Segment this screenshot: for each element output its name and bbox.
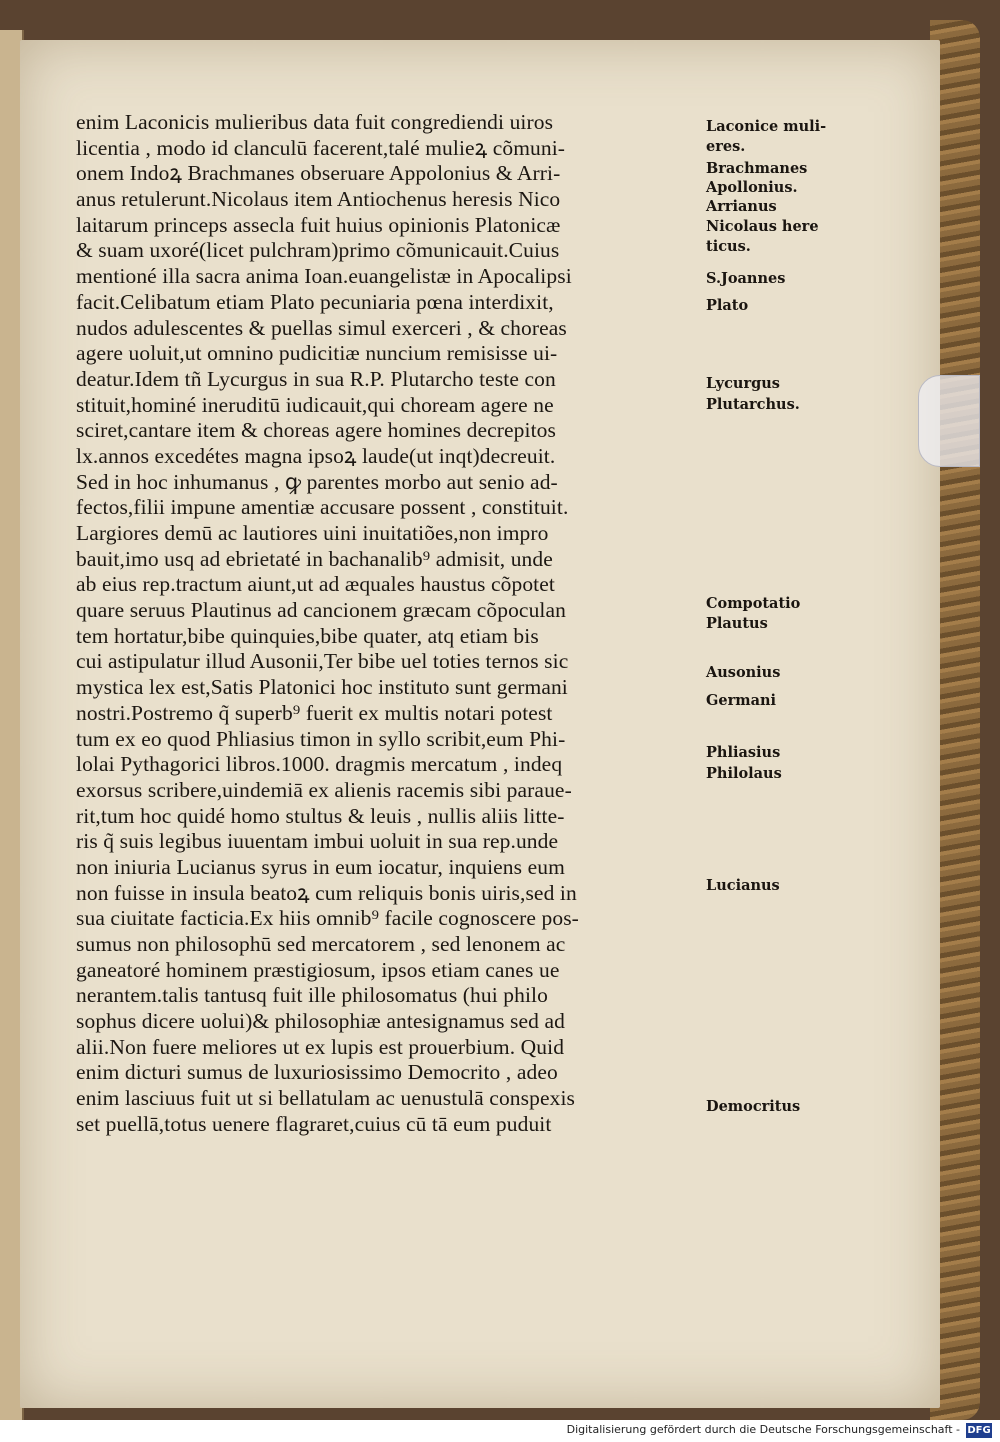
- text-line: tem hortatur,bibe quinquies,bibe quater, atq etiam bis: [76, 623, 539, 648]
- text-line: & suam uxoré(licet pulchram)primo cõmunicauit.Cuius: [76, 238, 560, 263]
- text-line: licentia , modo id clanculū facerent,talé mulieꝝ cõmuni-: [76, 135, 566, 160]
- text-line: nerantem.talis tantusq fuit ille philosomatus (hui philo: [76, 983, 548, 1008]
- text-line: onem Indoꝝ Brachmanes obseruare Appolonius & Arri-: [76, 161, 561, 186]
- text-line: non fuisse in insula beatoꝝ cum reliquis bonis uiris,sed in: [76, 880, 577, 905]
- margin-note: eres.: [706, 138, 746, 155]
- margin-note: Plato: [706, 297, 749, 314]
- text-line: facit.Celibatum etiam Plato pecuniaria pœna interdixit,: [76, 289, 554, 314]
- margin-note: Lycurgus: [706, 375, 780, 392]
- text-line: sua ciuitate facticia.Ex hiis omnib⁹ facile cognoscere pos-: [76, 906, 579, 931]
- text-line: sumus non philosophū sed mercatorem , sed lenonem ac: [76, 932, 566, 956]
- margin-note: Phliasius: [706, 744, 781, 761]
- margin-note: Apollonius.: [706, 179, 798, 196]
- text-line: enim dicturi sumus de luxuriosissimo Democrito , adeo: [76, 1060, 558, 1085]
- text-line: set puellā,totus uenere flagraret,cuius cū tā eum puduit: [76, 1111, 552, 1136]
- text-line: enim lasciuus fuit ut si bellatulam ac uenustulā conspexis: [76, 1086, 575, 1111]
- text-line: tum ex eo quod Phliasius timon in syllo scribit,eum Phi-: [76, 726, 566, 751]
- margin-note: Democritus: [706, 1098, 801, 1115]
- text-line: sciret,cantare item & choreas agere homines decrepitos: [76, 418, 556, 443]
- text-line: bauit,imo usq ad ebrietaté in bachanalib⁹ admisit, unde: [76, 546, 553, 571]
- text-line: non iniuria Lucianus syrus in eum iocatur, inquiens eum: [76, 854, 565, 879]
- text-line: mentioné illa sacra anima Ioan.euangelistæ in Apocalipsi: [76, 264, 572, 289]
- text-line: anus retulerunt.Nicolaus item Antiochenus heresis Nico: [76, 187, 561, 212]
- margin-note: Arrianus: [706, 198, 777, 215]
- text-line: ab eius rep.tractum aiunt,ut ad æquales haustus cõpotet: [76, 572, 555, 597]
- text-line: mystica lex est,Satis Platonici hoc instituto sunt germani: [76, 675, 568, 700]
- margin-note: S.Joannes: [706, 270, 786, 287]
- text-line: enim Laconicis mulieribus data fuit congrediendi uiros: [76, 110, 554, 134]
- text-line: stituit,hominé ineruditū iudicauit,qui choream agere ne: [76, 392, 554, 417]
- text-line: deatur.Idem tñ Lycurgus in sua R.P. Plutarcho teste con: [76, 366, 556, 391]
- text-line: rit,tum hoc quidé homo stultus & leuis , nullis aliis litte-: [76, 803, 565, 828]
- margin-note: Brachmanes: [706, 160, 808, 177]
- margin-note: Compotatio: [706, 595, 801, 612]
- margin-note: Plautus: [706, 615, 768, 632]
- margin-note: Lucianus: [706, 877, 780, 894]
- text-line: lolai Pythagorici libros.1000. dragmis mercatum , indeq: [76, 752, 563, 777]
- text-line: Largiores demū ac lautiores uini inuitatiões,non impro: [76, 521, 549, 545]
- text-line: cui astipulatur illud Ausonii,Ter bibe uel toties ternos sic: [76, 649, 569, 674]
- text-line: Sed in hoc inhumanus , ꝙ parentes morbo aut senio ad-: [76, 469, 558, 494]
- margin-note: Plutarchus.: [706, 396, 800, 413]
- margin-note: Germani: [706, 692, 777, 709]
- text-line: lx.annos excedétes magna ipsoꝝ laude(ut inqt)decreuit.: [76, 443, 556, 468]
- text-line: ganeatoré hominem præstigiosum, ipsos etiam canes ue: [76, 957, 560, 982]
- dfg-logo: DFG: [967, 1425, 991, 1436]
- text-line: ris q̃ suis legibus iuuentam imbui uoluit in sua rep.unde: [76, 829, 559, 854]
- margin-note: Laconice muli-: [706, 118, 827, 135]
- text-line: nudos adulescentes & puellas simul exerceri , & choreas: [76, 315, 567, 340]
- text-line: laitarum princeps assecla fuit huius opinionis Platonicæ: [76, 212, 561, 237]
- text-line: sophus dicere uolui)& philosophiæ antesignamus sed ad: [76, 1009, 565, 1034]
- text-line: nostri.Postremo q̃ superb⁹ fuerit ex multis notari potest: [76, 700, 553, 725]
- margin-note: Nicolaus here: [706, 218, 819, 235]
- page-clip: [918, 375, 980, 467]
- margin-note: Ausonius: [706, 664, 781, 681]
- margin-note: ticus.: [706, 238, 751, 255]
- funding-credit: Digitalisierung gefördert durch die Deutsche Forschungsgemeinschaft -: [566, 1423, 960, 1436]
- text-line: quare seruus Plautinus ad cancionem græcam cõpoculan: [76, 598, 566, 623]
- text-line: agere uoluit,ut omnino pudicitiæ nuncium remisisse ui-: [76, 341, 558, 366]
- text-line: fectos,filii impune amentiæ accusare possent , constituit.: [76, 495, 569, 520]
- main-text-block: [76, 110, 698, 1138]
- text-line: exorsus scribere,uindemiā ex alienis racemis sibi paraue-: [76, 777, 572, 802]
- margin-note: Philolaus: [706, 765, 782, 782]
- text-line: alii.Non fuere meliores ut ex lupis est prouerbium. Quid: [76, 1034, 565, 1059]
